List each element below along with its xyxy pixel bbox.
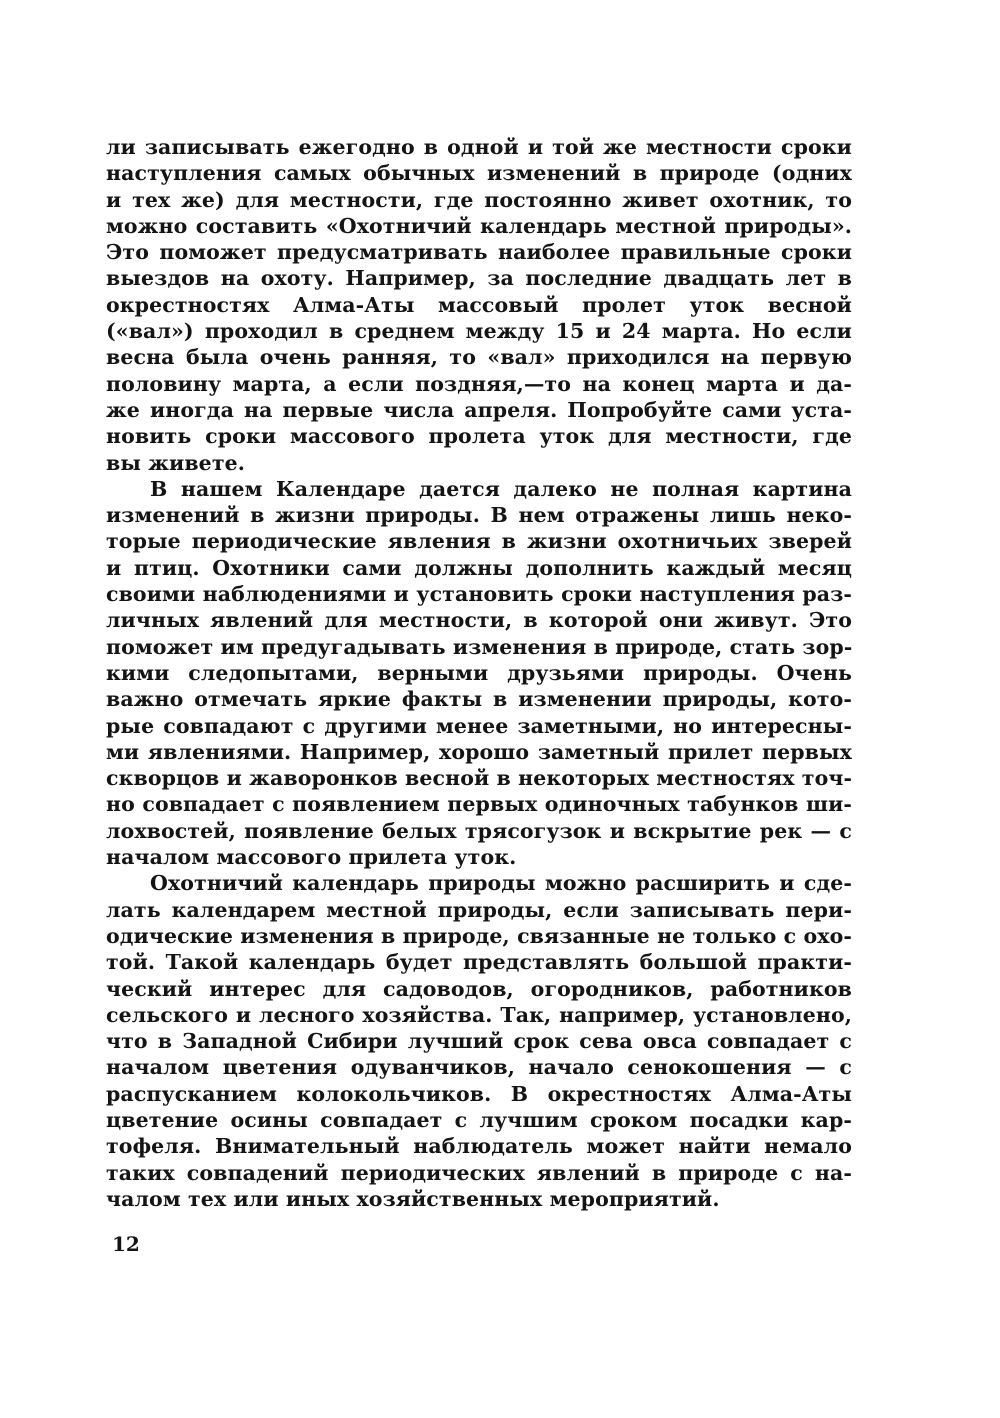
page-number: 12 [112,1232,140,1256]
text-line: новить сроки массового пролета уток для местности, где [106,424,852,449]
text-line: одические изменения в природе, связанные не только с охо- [106,923,852,948]
text-line: рые совпадают с другими менее заметными, но интересны- [106,713,852,738]
text-line: же иногда на первые числа апреля. Попробуйте сами уста- [106,397,852,422]
text-line: той. Такой календарь будет представлять большой практи- [106,950,852,975]
text-line: вы живете. [106,450,246,475]
text-line: окрестностях Алма-Аты массовый пролет уток весной [106,292,852,317]
text-line: лохвостей, появление белых трясогузок и вскрытие рек — с [106,818,852,843]
text-line: таких совпадений периодических явлений в природе с на- [106,1160,852,1185]
text-line: кими следопытами, верными друзьями природы. Очень [106,660,852,685]
text-line: наступления самых обычных изменений в природе (одних [106,161,852,186]
text-line: но совпадает с появлением первых одиночных табунков ши- [106,792,852,817]
text-line: весна была очень ранняя, то «вал» приходился на первую [106,345,852,370]
paragraph [106,134,852,476]
text-line: скворцов и жаворонков весной в некоторых местностях точ- [106,766,853,791]
text-line: ческий интерес для садоводов, огородников, работников [106,976,852,1001]
text-line: торые периодические явления в жизни охотничьих зверей [106,529,852,554]
page-body [106,134,852,1212]
text-line: важно отмечать яркие факты в изменении природы, кото- [106,687,852,712]
text-line: Охотничий календарь природы можно расширить и сде- [150,871,852,896]
text-line: половину марта, а если поздняя,—то на конец марта и да- [106,371,852,396]
text-line: выездов на охоту. Например, за последние двадцать лет в [106,266,852,291]
text-line: Это поможет предусматривать наиболее правильные сроки [106,240,852,265]
text-line: своими наблюдениями и установить сроки наступления раз- [106,582,852,607]
text-line: чалом тех или иных хозяйственных мероприятий. [106,1186,720,1211]
text-line: началом массового прилета уток. [106,845,517,870]
text-line: В нашем Календаре дается далеко не полная картина [150,476,852,501]
text-line: цветение осины совпадает с лучшим сроком посадки кар- [106,1107,852,1132]
text-line: ми явлениями. Например, хорошо заметный прилет первых [106,739,852,764]
text-line: сельского и лесного хозяйства. Так, например, установлено, [106,1002,852,1027]
text-line: распусканием колокольчиков. В окрестностях Алма-Аты [106,1081,852,1106]
text-line: началом цветения одуванчиков, начало сенокошения — с [106,1055,852,1080]
text-line: лать календарем местной природы, если записывать пери- [106,897,852,922]
paragraph [106,870,852,1212]
text-line: что в Западной Сибири лучший срок сева овса совпадает с [106,1029,852,1054]
text-line: («вал») проходил в среднем между 15 и 24 марта. Но если [106,319,852,344]
text-line: можно составить «Охотничий календарь местной природы». [106,213,852,238]
text-line: поможет им предугадывать изменения в природе, стать зор- [106,634,853,659]
text-line: изменений в жизни природы. В нем отражены лишь неко- [106,503,852,528]
text-line: личных явлений для местности, в которой они живут. Это [106,608,852,633]
text-line: и птиц. Охотники сами должны дополнить каждый месяц [106,555,852,580]
text-line: тофеля. Внимательный наблюдатель может найти немало [106,1134,852,1159]
text-line: ли записывать ежегодно в одной и той же местности сроки [106,135,852,159]
paragraph [106,476,852,870]
text-line: и тех же) для местности, где постоянно живет охотник, то [106,187,852,212]
